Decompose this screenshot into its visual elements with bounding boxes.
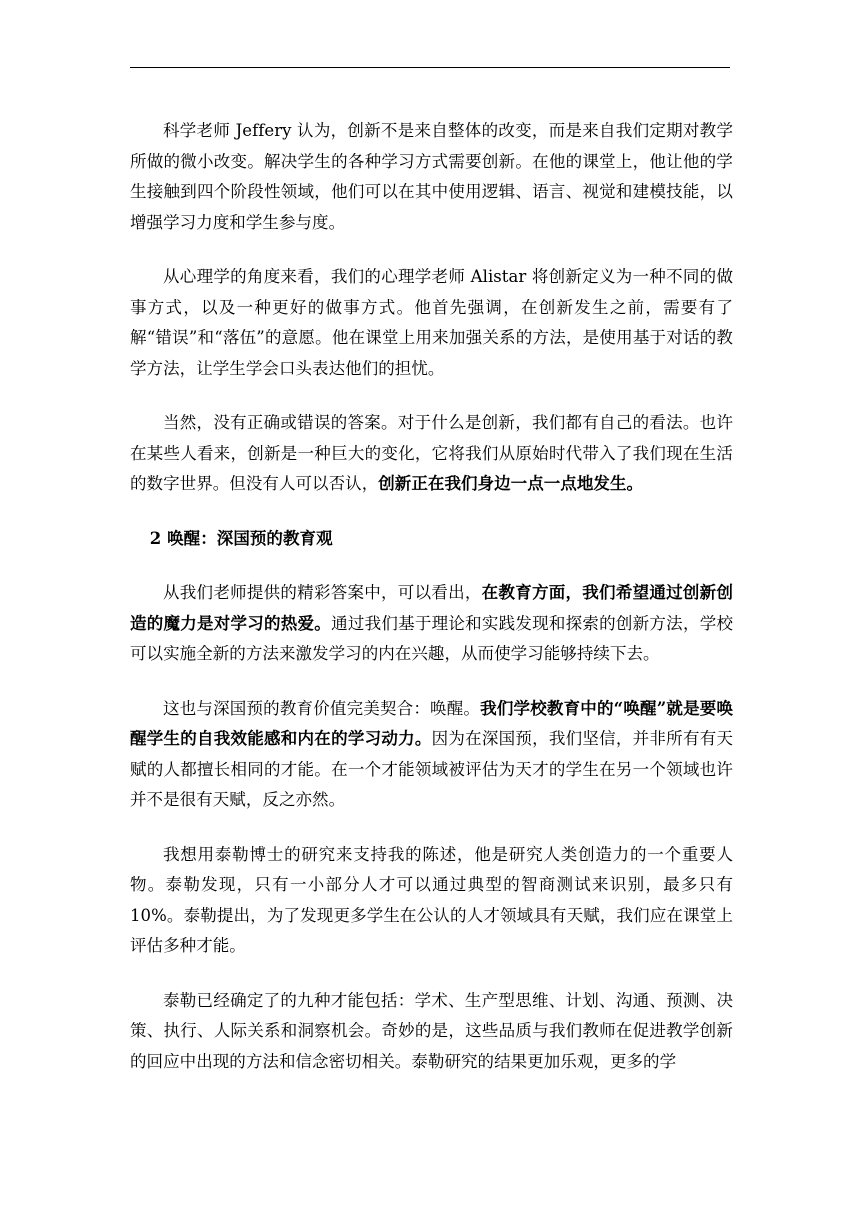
text-segment: 这也与深国预的教育价值完美契合：唤醒。	[163, 698, 481, 718]
bold-text-segment: 我们学校教育中的“唤醒”就是要唤醒学生的自我效能感和内在的学习动力。	[130, 698, 734, 748]
heading-text: 2 唤醒：深国预的教育观	[149, 528, 333, 548]
text-segment: 泰勒已经确定了的九种才能包括：学术、生产型思维、计划、沟通、预测、决策、执行、人际关系和洞察机会。奇妙的是，这些品质与我们教师在促进教学创新的回应中出现的方法和信念密切相关。泰勒研究的结果更加乐观，更多的学	[130, 990, 733, 1071]
bold-text-segment: 创新正在我们身边一点一点地发生。	[378, 474, 644, 493]
paragraph-alistar	[130, 262, 733, 384]
text-segment: 科学老师 Jeffery 认为，创新不是来自整体的改变，而是来自我们定期对教学所做的微小改变。解决学生的各种学习方式需要创新。在他的课堂上，他让他的学生接触到四个阶段性领域，他们可以在其中使用逻辑、语言、视觉和建模技能，以增强学习力度和学生参与度。	[130, 121, 733, 232]
paragraph-taylor-research	[130, 840, 733, 962]
text-segment: 当然，没有正确或错误的答案。对于什么是创新，我们都有自己的看法。也许在某些人看来，创新是一种巨大的变化，它将我们从原始时代带入了我们现在生活的数字世界。但没有人可以否认，	[130, 413, 733, 493]
paragraph-nine-talents	[130, 986, 733, 1078]
bold-text-segment: 在教育方面，我们希望通过创新创造的魔力是对学习的热爱。	[130, 583, 734, 633]
paragraph-no-right-answer	[130, 408, 733, 500]
header-rule	[130, 67, 730, 68]
document-body	[130, 116, 733, 1101]
section-heading	[130, 524, 733, 555]
text-segment: 因为在深国预，我们坚信，并非所有有天赋的人都擅长相同的才能。在一个才能领域被评估为天才的学生在另一个领域也许并不是很有天赋，反之亦然。	[130, 729, 734, 809]
text-segment: 从我们老师提供的精彩答案中，可以看出，	[163, 583, 482, 602]
paragraph-love-of-learning	[130, 578, 733, 670]
text-segment: 通过我们基于理论和实践发现和探索的创新方法，学校可以实施全新的方法来激发学习的内在兴趣，从而使学习能够持续下去。	[130, 613, 734, 663]
paragraph-jeffery	[130, 116, 733, 238]
text-segment: 从心理学的角度来看，我们的心理学老师 Alistar 将创新定义为一种不同的做事方式，以及一种更好的做事方式。他首先强调，在创新发生之前，需要有了解“错误”和“落伍”的意愿。他在课堂上用来加强关系的方法，是使用基于对话的教学方法，让学生学会口头表达他们的担忧。	[130, 267, 733, 378]
paragraph-awakening	[130, 694, 733, 816]
text-segment: 我想用泰勒博士的研究来支持我的陈述，他是研究人类创造力的一个重要人物。泰勒发现，只有一小部分人才可以通过典型的智商测试来识别，最多只有 10%。泰勒提出，为了发现更多学生在公认的人才领域具有天赋，我们应在课堂上评估多种才能。	[130, 844, 733, 955]
